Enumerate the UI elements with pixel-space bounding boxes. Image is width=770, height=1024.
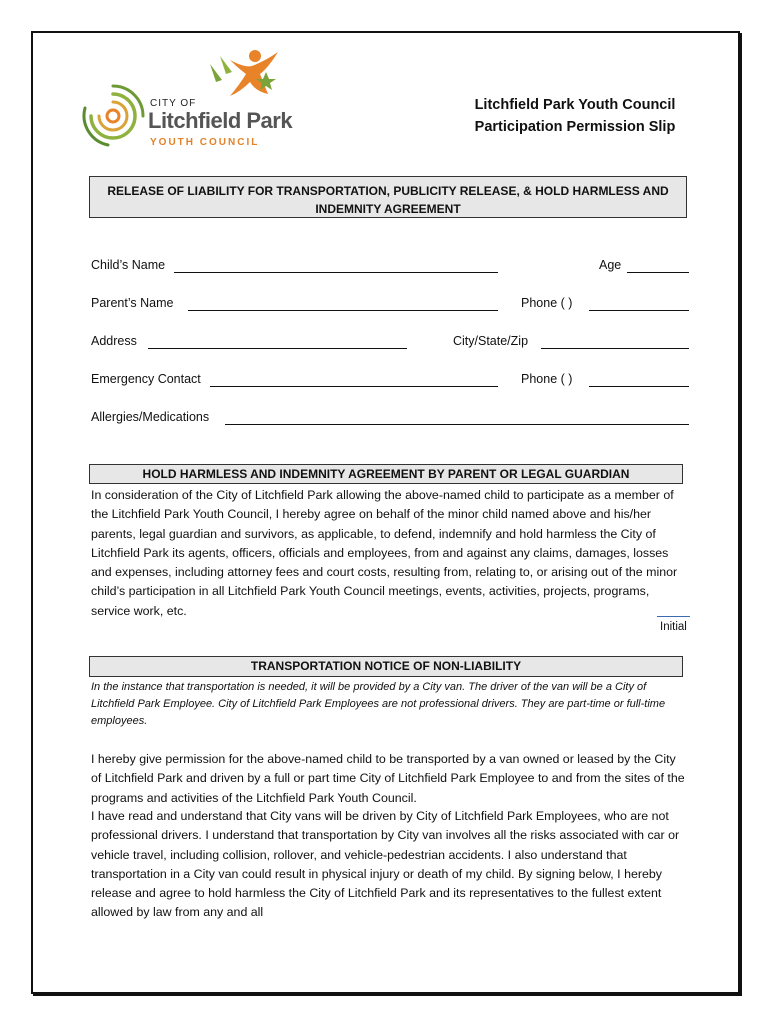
release-heading-line-2: INDEMNITY AGREEMENT [315,202,461,216]
release-heading-line-1: RELEASE OF LIABILITY FOR TRANSPORTATION, PUBLICITY RELEASE, & HOLD HARMLESS AND [107,184,669,198]
transportation-permission-paragraph: I hereby give permission for the above-named child to be transported by a van owned or leased by the City of Litchfield Park and driven by a full or part time City of Litchfield Park Employee to and from the sites of the programs and activities of the Litchfield Park Youth Council. [91,752,685,805]
childs-name-label: Child’s Name [91,258,166,272]
allergies-label: Allergies/Medications [91,410,210,424]
address-field[interactable] [148,348,407,349]
initial-field[interactable] [657,616,690,617]
logo-subtitle: YOUTH COUNCIL [150,137,260,148]
title-line-2: Participation Permission Slip [474,119,676,135]
city-logo [80,46,310,156]
release-heading-box [89,176,687,218]
city-state-zip-label: City/State/Zip [453,334,529,348]
initial-label: Initial [660,621,687,633]
parents-name-label: Parent’s Name [91,296,174,310]
title-line-1: Litchfield Park Youth Council [474,97,676,113]
phone-label-2: Phone ( ) [521,372,573,386]
emergency-contact-label: Emergency Contact [91,372,201,386]
transportation-risk-paragraph: I have read and understand that City vans will be driven by City of Litchfield Park Employees, who are not professional drivers. I understand that transportation by City van involves all the risks associated with car or vehicle travel, including collision, rollover, and vehicle-pedestrian accidents. I also understand that transportation in a City van could result in physical injury or death of my child. By signing below, I hereby release and agree to hold harmless the City of Litchfield Park and its representatives to the fullest extent allowed by law from any and all [91,809,680,920]
logo-name: Litchfield Park [148,108,293,133]
phone-label-1: Phone ( ) [521,296,573,310]
phone-field-2[interactable] [589,386,689,387]
hold-harmless-body: In consideration of the City of Litchfield Park allowing the above-named child to participate as a member of the Litchfield Park Youth Council, I hereby agree on behalf of the minor child named above and his/her parents, legal guardian and survivors, as applicable, to defend, indemnify and hold harmless the City of Litchfield Park its agents, officers, officials and employees, from and against any claims, damages, losses and expenses, including attorney fees and court costs, resulting from, relating to, or arising out of the minor child’s participation in all Litchfield Park Youth Council meetings, events, activities, projects, programs, service work, etc. [91,488,678,618]
city-state-zip-field[interactable] [541,348,689,349]
phone-field-1[interactable] [589,310,689,311]
transportation-heading: TRANSPORTATION NOTICE OF NON-LIABILITY [89,656,683,677]
allergies-field[interactable] [225,424,689,425]
age-label: Age [599,258,622,272]
childs-name-field[interactable] [174,272,498,273]
address-label: Address [91,334,137,348]
page-title [440,94,710,138]
hold-harmless-heading: HOLD HARMLESS AND INDEMNITY AGREEMENT BY PARENT OR LEGAL GUARDIAN [89,464,683,484]
transportation-italic-note: In the instance that transportation is needed, it will be provided by a City van. The driver of the van will be a City of Litchfield Park Employee. City of Litchfield Park Employees are not professional drivers. They are part-time or full-time employees. [91,681,666,727]
emergency-contact-field[interactable] [210,386,498,387]
parents-name-field[interactable] [188,310,498,311]
logo-city-of: CITY OF [150,98,197,109]
age-field[interactable] [627,272,689,273]
